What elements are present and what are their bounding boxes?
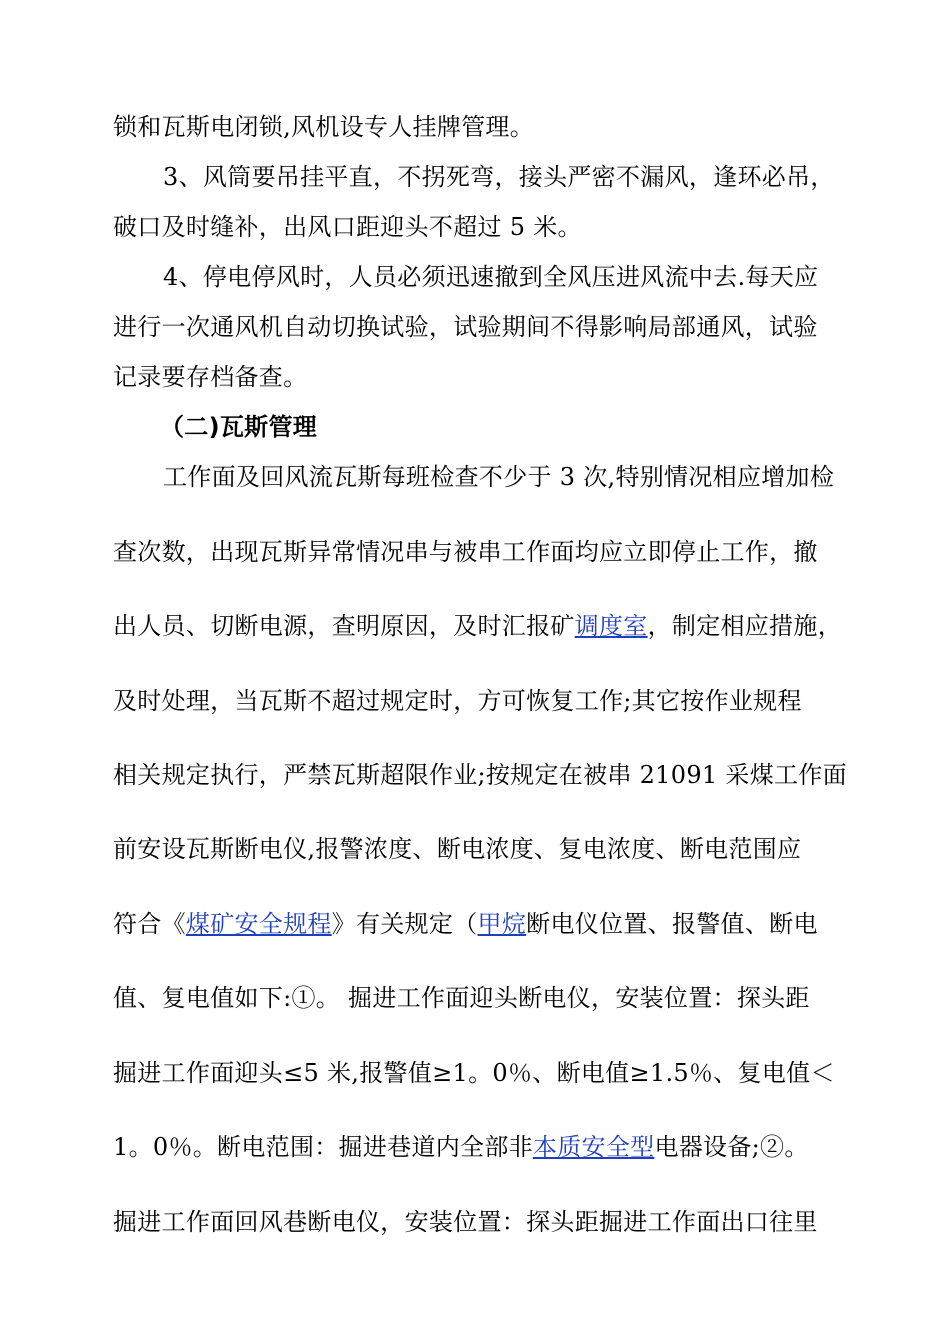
text-segment: 符合《 — [113, 910, 186, 938]
text-line: 破口及时缝补，出风口距迎头不超过 5 米。 — [113, 213, 582, 241]
text-line: 进行一次通风机自动切换试验，试验期间不得影响局部通风，试验 — [113, 313, 818, 341]
text-line: 4、停电停风时，人员必须迅速撤到全风压进风流中去.每天应 — [163, 263, 819, 291]
text-segment: 断电仪位置、报警值、断电 — [526, 910, 818, 938]
text-line: 3、风筒要吊挂平直，不拐死弯，接头严密不漏风，逢环必吊， — [163, 163, 835, 191]
link-methane[interactable]: 甲烷 — [477, 910, 527, 938]
text-segment: 1。0％。断电范围：掘进巷道内全部非 — [113, 1133, 533, 1161]
text-line: 查次数，出现瓦斯异常情况串与被串工作面均应立即停止工作，撤 — [113, 538, 818, 566]
text-line: 值、复电值如下:①。 掘进工作面迎头断电仪，安装位置：探头距 — [113, 984, 810, 1012]
text-line — [113, 1130, 809, 1164]
text-line — [113, 907, 818, 941]
text-line — [113, 609, 842, 643]
link-dispatch-room[interactable]: 调度室 — [574, 612, 648, 640]
link-coal-mine-safety-regulations[interactable]: 煤矿安全规程 — [185, 910, 332, 938]
text-segment: 》有关规定（ — [331, 910, 478, 938]
text-line: 锁和瓦斯电闭锁,风机设专人挂牌管理。 — [113, 113, 535, 141]
link-intrinsically-safe[interactable]: 本质安全型 — [532, 1133, 655, 1161]
text-line: 掘进工作面迎头≤5 米,报警值≥1。0％、断电值≥1.5％、复电值＜ — [113, 1059, 835, 1087]
text-line: 及时处理，当瓦斯不超过规定时，方可恢复工作;其它按作业规程 — [113, 687, 802, 715]
section-heading: （二)瓦斯管理 — [160, 413, 318, 441]
text-segment: 出人员、切断电源，查明原因，及时汇报矿 — [113, 612, 575, 640]
text-segment: ，制定相应措施， — [647, 612, 843, 640]
text-line: 工作面及回风流瓦斯每班检查不少于 3 次,特别情况相应增加检 — [163, 463, 835, 491]
text-segment: 电器设备;②。 — [654, 1133, 809, 1161]
text-line: 记录要存档备查。 — [113, 363, 308, 391]
text-line: 前安设瓦斯断电仪,报警浓度、断电浓度、复电浓度、断电范围应 — [113, 835, 802, 863]
text-line: 掘进工作面回风巷断电仪，安装位置：探头距掘进工作面出口往里 — [113, 1208, 818, 1236]
text-line: 相关规定执行，严禁瓦斯超限作业;按规定在被串 21091 采煤工作面 — [113, 761, 847, 789]
